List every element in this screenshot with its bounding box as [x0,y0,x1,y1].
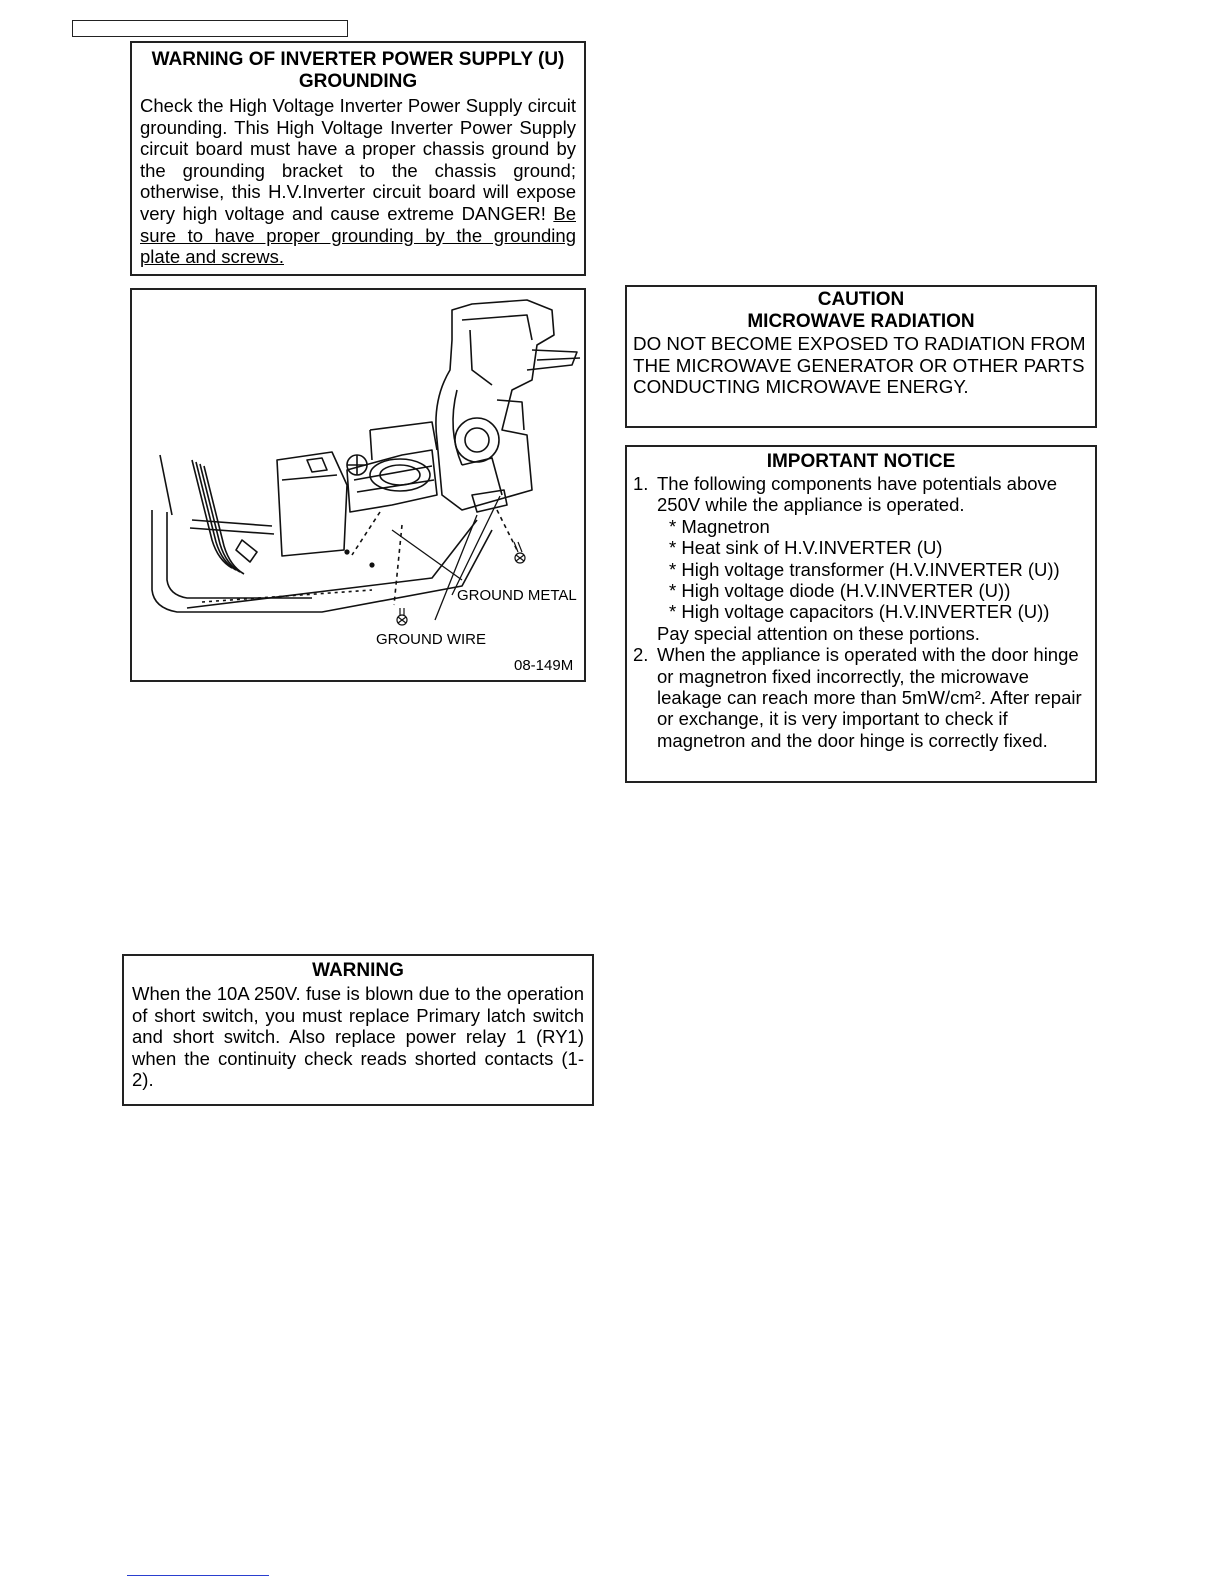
footer-link-underline[interactable] [127,1575,269,1576]
caution-body: DO NOT BECOME EXPOSED TO RADIATION FROM THE MICROWAVE GENERATOR OR OTHER PARTS CONDUCTING MICROWAVE ENERGY. [633,333,1086,398]
component-hv-transformer: * High voltage transformer (H.V.INVERTER (U)) [669,558,1060,580]
inverter-warning-text: Check the High Voltage Inverter Power Supply circuit grounding. This High Voltage Inverter Power Supply circuit board must have a proper chassis ground by the grounding bracket to the chassis ground; otherwise, this H.V.Inverter circuit board will expose very high voltage and cause extreme DANGER! [140,95,576,224]
notice-item-2 [633,644,1089,751]
notice-item-2-text: When the appliance is operated with the door hinge or magnetron fixed incorrectly, the microwave leakage can reach more than 5mW/cm². After repair or exchange, it is very important to check if magnetron and the door hinge is correctly fixed. [657,644,1082,751]
component-hv-capacitors: * High voltage capacitors (H.V.INVERTER (U)) [669,601,1050,623]
important-notice-box [625,445,1097,783]
notice-title: IMPORTANT NOTICE [766,451,956,472]
inverter-board [277,452,347,556]
ground-wire-label: GROUND WIRE [376,631,486,648]
inverter-warning-body [140,95,576,268]
inverter-grounding-warning-box [130,41,586,276]
ground-metal-label: GROUND METAL [457,587,577,604]
inverter-warning-emphasis: Be sure to have proper grounding by the grounding plate and screws. [140,202,576,268]
inverter-warning-title-line1: WARNING OF INVERTER POWER SUPPLY (U) [151,49,565,70]
caution-microwave-radiation-box [625,285,1097,428]
caution-title-line1: CAUTION [817,289,905,310]
ground-wire-leader [435,515,477,620]
header-tab-box [72,20,348,37]
fuse-warning-body: When the 10A 250V. fuse is blown due to the operation of short switch, you must replace Primary latch switch and short switch. Also replace power relay 1 (RY1) when the continuity check reads shorted contacts (1-2). [132,983,584,1091]
notice-item-1-number: 1. [633,473,649,494]
chassis-tray [152,510,492,612]
caution-title-line2: MICROWAVE RADIATION [747,311,975,332]
notice-pay-attention: Pay special attention on these portions. [657,622,980,644]
component-heat-sink: * Heat sink of H.V.INVERTER (U) [669,537,943,559]
notice-item-1 [633,473,1089,516]
figure-id: 08-149M [514,657,574,674]
notice-item-2-number: 2. [633,644,649,666]
inverter-warning-title-line2: GROUNDING [298,71,418,92]
fuse-warning-title: WARNING [312,960,404,981]
fuse-warning-box [122,954,594,1106]
notice-item-1-text: The following components have potentials above 250V while the appliance is operated. [657,473,1058,516]
component-magnetron: * Magnetron [669,515,770,537]
component-hv-diode: * High voltage diode (H.V.INVERTER (U)) [669,580,1011,602]
grounding-figure [130,288,586,682]
grounding-illustration [132,290,584,680]
